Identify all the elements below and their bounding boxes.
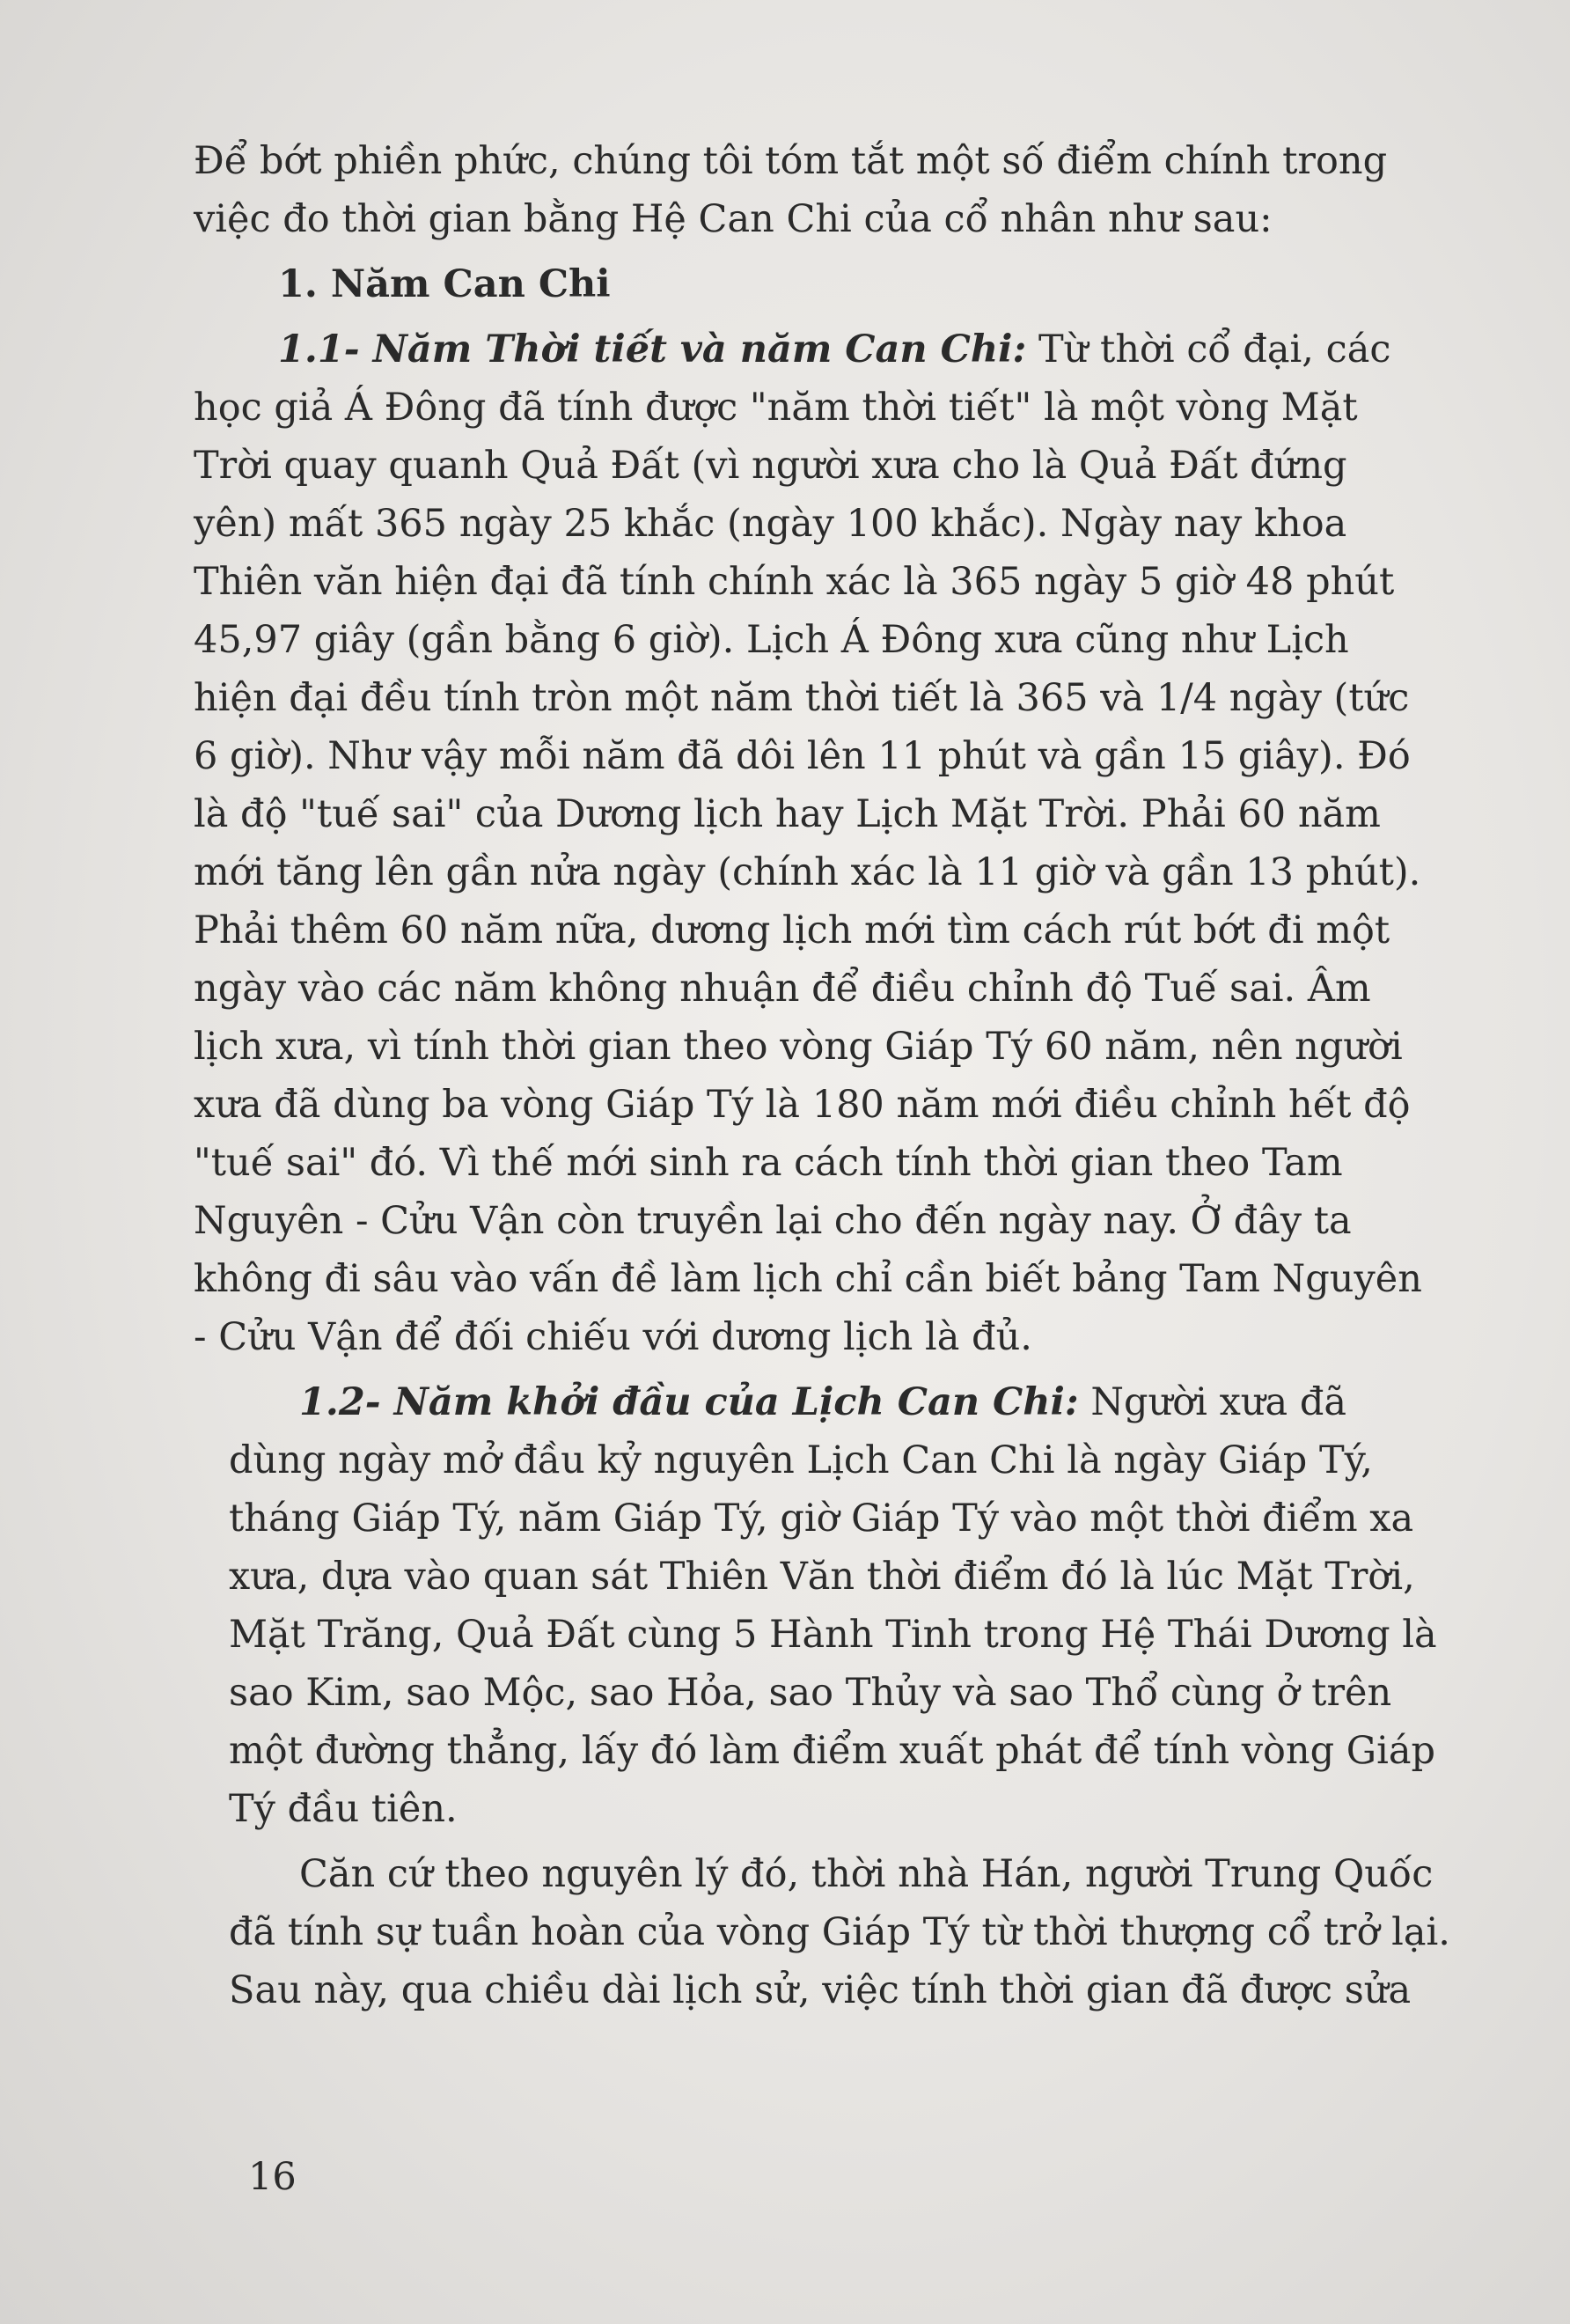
paragraph-line: yên) mất 365 ngày 25 khắc (ngày 100 khắc). Ngày nay khoa bbox=[194, 502, 1347, 546]
intro-line: Để bớt phiền phức, chúng tôi tóm tắt một số điểm chính trong bbox=[194, 139, 1388, 183]
paragraph-line: một đường thẳng, lấy đó làm điểm xuất phát để tính vòng Giáp bbox=[229, 1729, 1436, 1773]
paragraph-line: mới tăng lên gần nửa ngày (chính xác là 11 giờ và gần 13 phút). bbox=[194, 850, 1421, 894]
paragraph-line: Tý đầu tiên. bbox=[229, 1787, 458, 1831]
paragraph-line: là độ "tuế sai" của Dương lịch hay Lịch Mặt Trời. Phải 60 năm bbox=[194, 792, 1381, 836]
paragraph-line: "tuế sai" đó. Vì thế mới sinh ra cách tính thời gian theo Tam bbox=[194, 1141, 1343, 1185]
paragraph-line: Nguyên - Cửu Vận còn truyền lại cho đến ngày nay. Ở đây ta bbox=[194, 1199, 1352, 1243]
section-heading: 1. Năm Can Chi bbox=[278, 262, 611, 306]
paragraph-line: 45,97 giây (gần bằng 6 giờ). Lịch Á Đông xưa cũng như Lịch bbox=[194, 618, 1349, 662]
paragraph-line: ngày vào các năm không nhuận để điều chỉnh độ Tuế sai. Âm bbox=[194, 967, 1371, 1011]
intro-line: việc đo thời gian bằng Hệ Can Chi của cổ nhân như sau: bbox=[194, 197, 1273, 241]
paragraph-line: Mặt Trăng, Quả Đất cùng 5 Hành Tinh trong Hệ Thái Dương là bbox=[229, 1613, 1437, 1657]
paragraph-line: Căn cứ theo nguyên lý đó, thời nhà Hán, người Trung Quốc bbox=[299, 1852, 1434, 1896]
subsection-lead: 1.2- Năm khởi đầu của Lịch Can Chi: bbox=[299, 1380, 1079, 1424]
page-number: 16 bbox=[248, 2155, 297, 2199]
paragraph-line: tháng Giáp Tý, năm Giáp Tý, giờ Giáp Tý vào một thời điểm xa bbox=[229, 1497, 1414, 1541]
subsection-lead: 1.1- Năm Thời tiết và năm Can Chi: bbox=[278, 327, 1027, 371]
body-text bbox=[194, 132, 1470, 2019]
paragraph-line: Thiên văn hiện đại đã tính chính xác là 365 ngày 5 giờ 48 phút bbox=[194, 560, 1395, 604]
paragraph-line: xưa, dựa vào quan sát Thiên Văn thời điểm đó là lúc Mặt Trời, bbox=[229, 1555, 1415, 1599]
subsection-first-line: 1.2- Năm khởi đầu của Lịch Can Chi: Người xưa đã bbox=[299, 1380, 1346, 1424]
paragraph-line: Sau này, qua chiều dài lịch sử, việc tính thời gian đã được sửa bbox=[229, 1968, 1412, 2012]
paragraph-line: - Cửu Vận để đối chiếu với dương lịch là đủ. bbox=[194, 1315, 1032, 1359]
paragraph-line: lịch xưa, vì tính thời gian theo vòng Giáp Tý 60 năm, nên người bbox=[194, 1025, 1403, 1069]
paragraph-line: học giả Á Đông đã tính được "năm thời tiết" là một vòng Mặt bbox=[194, 386, 1358, 430]
paragraph-line: sao Kim, sao Mộc, sao Hỏa, sao Thủy và sao Thổ cùng ở trên bbox=[229, 1671, 1392, 1715]
paragraph-line: Phải thêm 60 năm nữa, dương lịch mới tìm cách rút bớt đi một bbox=[194, 908, 1390, 952]
paragraph-line: hiện đại đều tính tròn một năm thời tiết là 365 và 1/4 ngày (tức bbox=[194, 676, 1410, 720]
paragraph-line: không đi sâu vào vấn đề làm lịch chỉ cần biết bảng Tam Nguyên bbox=[194, 1257, 1422, 1301]
paragraph-line: 6 giờ). Như vậy mỗi năm đã dôi lên 11 phút và gần 15 giây). Đó bbox=[194, 734, 1411, 778]
paragraph-line: đã tính sự tuần hoàn của vòng Giáp Tý từ thời thượng cổ trở lại. bbox=[229, 1910, 1450, 1954]
paragraph-line: Trời quay quanh Quả Đất (vì người xưa cho là Quả Đất đứng bbox=[194, 444, 1347, 488]
subsection-first-line: 1.1- Năm Thời tiết và năm Can Chi: Từ thời cổ đại, các bbox=[278, 327, 1391, 371]
paragraph-line: dùng ngày mở đầu kỷ nguyên Lịch Can Chi là ngày Giáp Tý, bbox=[229, 1438, 1373, 1482]
paragraph-line: xưa đã dùng ba vòng Giáp Tý là 180 năm mới điều chỉnh hết độ bbox=[194, 1083, 1411, 1127]
